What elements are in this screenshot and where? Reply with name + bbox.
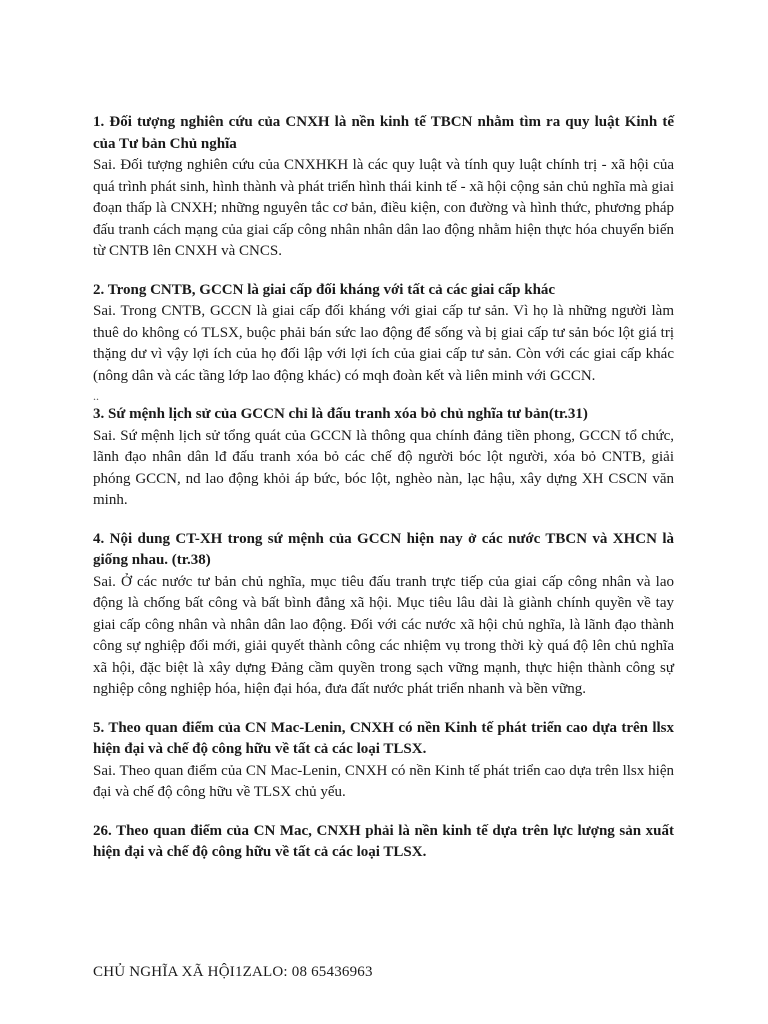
document-body <box>93 112 674 881</box>
separator-dots: .. <box>93 389 99 403</box>
qa-item-4 <box>93 529 674 701</box>
answer-2: Sai. Trong CNTB, GCCN là giai cấp đối kháng với giai cấp tư sản. Vì họ là những người làm thuê do không có TLSX, buộc phải bán sức lao động để sống và bị giai cấp tư sản bóc lột giá trị thặng dư vì vậy lợi ích của họ đối lập với lợi ích của giai cấp tư sản. Còn với các giai cấp khác (nông dân và các tầng lớp lao động khác) có mqh đoàn kết và liên minh với GCCN. <box>93 303 674 384</box>
qa-item-1 <box>93 112 674 263</box>
question-26: 26. Theo quan điểm của CN Mac, CNXH phải là nền kinh tế dựa trên lực lượng sản xuất hiện đại và chế độ công hữu về tất cả các loại TLSX. <box>93 822 674 860</box>
question-1: 1. Đối tượng nghiên cứu của CNXH là nền kinh tế TBCN nhằm tìm ra quy luật Kinh tế của Tư bản Chủ nghĩa <box>93 114 674 152</box>
qa-item-2 <box>93 280 674 388</box>
answer-1: Sai. Đối tượng nghiên cứu của CNXHKH là các quy luật và tính quy luật chính trị - xã hội của quá trình phát sinh, hình thành và phát triển hình thái kinh tế - xã hội cộng sản chủ nghĩa mà giai đoạn thấp là CNXH; những nguyên tắc cơ bản, điều kiện, con đường và hình thức, phương pháp đấu tranh cách mạng của giai cấp công nhân nhân dân lao động nhằm hiện thực hóa chuyển biến từ CNTB lên CNXH và CNCS. <box>93 157 674 259</box>
answer-4: Sai. Ở các nước tư bản chủ nghĩa, mục tiêu đấu tranh trực tiếp của giai cấp công nhân và lao động là chống bất công và bất bình đẳng xã hội. Mục tiêu lâu dài là giành chính quyền về tay giai cấp công nhân và nhân dân lao động. Đối với các nước xã hội chủ nghĩa, là lãnh đạo thành công sự nghiệp đổi mới, giải quyết thành công các nhiệm vụ trong thời kỳ quá độ lên chủ nghĩa xã hội, đặc biệt là xây dựng Đảng cầm quyền trong sạch vững mạnh, thực hiện thành công sự nghiệp công nghiệp hóa, hiện đại hóa, đưa đất nước phát triển nhanh và bền vững. <box>93 573 674 697</box>
question-2: 2. Trong CNTB, GCCN là giai cấp đối kháng với tất cả các giai cấp khác <box>93 281 556 298</box>
answer-5: Sai. Theo quan điểm của CN Mac-Lenin, CNXH có nền Kinh tế phát triển cao dựa trên llsx hiện đại và chế độ công hữu về TLSX chủ yếu. <box>93 762 674 800</box>
question-4: 4. Nội dung CT-XH trong sứ mệnh của GCCN hiện nay ở các nước TBCN và XHCN là giống nhau. (tr.38) <box>93 530 674 568</box>
question-5: 5. Theo quan điểm của CN Mac-Lenin, CNXH có nền Kinh tế phát triển cao dựa trên llsx hiện đại và chế độ công hữu về tất cả các loại TLSX. <box>93 719 674 757</box>
qa-item-5 <box>93 718 674 804</box>
question-3: 3. Sứ mệnh lịch sử của GCCN chỉ là đấu tranh xóa bỏ chủ nghĩa tư bản(tr.31) <box>93 406 588 422</box>
qa-item-3 <box>93 404 674 512</box>
qa-item-26 <box>93 821 674 864</box>
answer-3: Sai. Sứ mệnh lịch sử tổng quát của GCCN là thông qua chính đảng tiền phong, GCCN tổ chức, lãnh đạo nhân dân lđ đấu tranh xóa bỏ các chế độ người bóc lột người, xóa bỏ CNTB, giải phóng GCCN, nd lao động khỏi áp bức, bóc lột, nghèo nàn, lạc hậu, xây dựng XH CSCN văn minh. <box>93 427 674 508</box>
page-footer: CHỦ NGHĨA XÃ HỘI1ZALO: 08 65436963 <box>93 964 373 980</box>
